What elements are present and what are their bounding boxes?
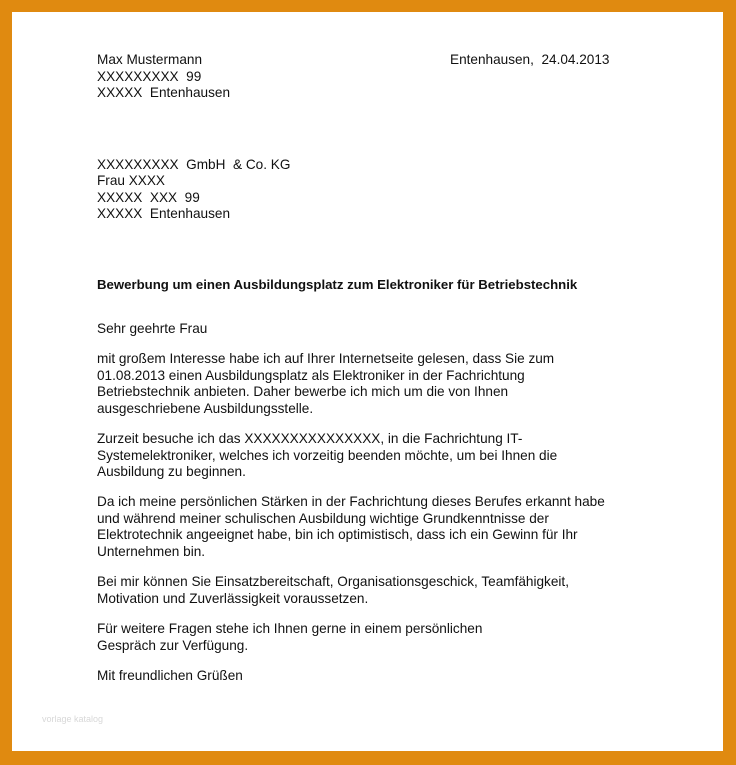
recipient-city: XXXXX Entenhausen — [97, 206, 231, 221]
closing: Mit freundlichen Grüßen — [97, 668, 243, 683]
body-paragraph-5: Für weitere Fragen stehe ich Ihnen gerne in einem persönlichen Gespräch zur Verfügung. — [97, 621, 483, 653]
watermark: vorlage katalog — [42, 714, 104, 724]
body-paragraph-1: mit großem Interesse habe ich auf Ihrer Internetseite gelesen, dass Sie zum 01.08.2013 einen Ausbildungsplatz als Elektroniker in der Fachrichtung Betriebstechnik anbieten. Daher bewerbe ich mich um die von Ihnen ausgeschriebene Ausbildungsstelle. — [97, 351, 555, 416]
date-line: Entenhausen, 24.04.2013 — [450, 52, 610, 67]
recipient-street: XXXXX XXX 99 — [97, 190, 200, 205]
recipient-company: XXXXXXXXX GmbH & Co. KG — [97, 157, 291, 172]
salutation: Sehr geehrte Frau — [97, 321, 208, 336]
sender-city: XXXXX Entenhausen — [97, 85, 231, 100]
sender-name: Max Mustermann — [97, 52, 203, 67]
recipient-contact: Frau XXXX — [97, 173, 165, 188]
body-paragraph-4: Bei mir können Sie Einsatzbereitschaft, Organisationsgeschick, Teamfähigkeit, Motivation und Zuverlässigkeit voraussetzen. — [97, 574, 569, 606]
body-paragraph-2: Zurzeit besuche ich das XXXXXXXXXXXXXXX, in die Fachrichtung IT- Systemelektroniker, welches ich vorzeitig beenden möchte, um bei Ihnen die Ausbildung zu beginnen. — [97, 431, 558, 480]
letter-page — [12, 12, 723, 751]
subject-line: Bewerbung um einen Ausbildungsplatz zum Elektroniker für Betriebstechnik — [97, 277, 578, 292]
sender-street: XXXXXXXXX 99 — [97, 69, 202, 84]
body-paragraph-3: Da ich meine persönlichen Stärken in der Fachrichtung dieses Berufes erkannt habe und während meiner schulischen Ausbildung wichtige Grundkenntnisse der Elektrotechnik angeeignet habe, bin ich optimistisch, dass ich ein Gewinn für Ihr Unternehmen bin. — [97, 494, 605, 559]
